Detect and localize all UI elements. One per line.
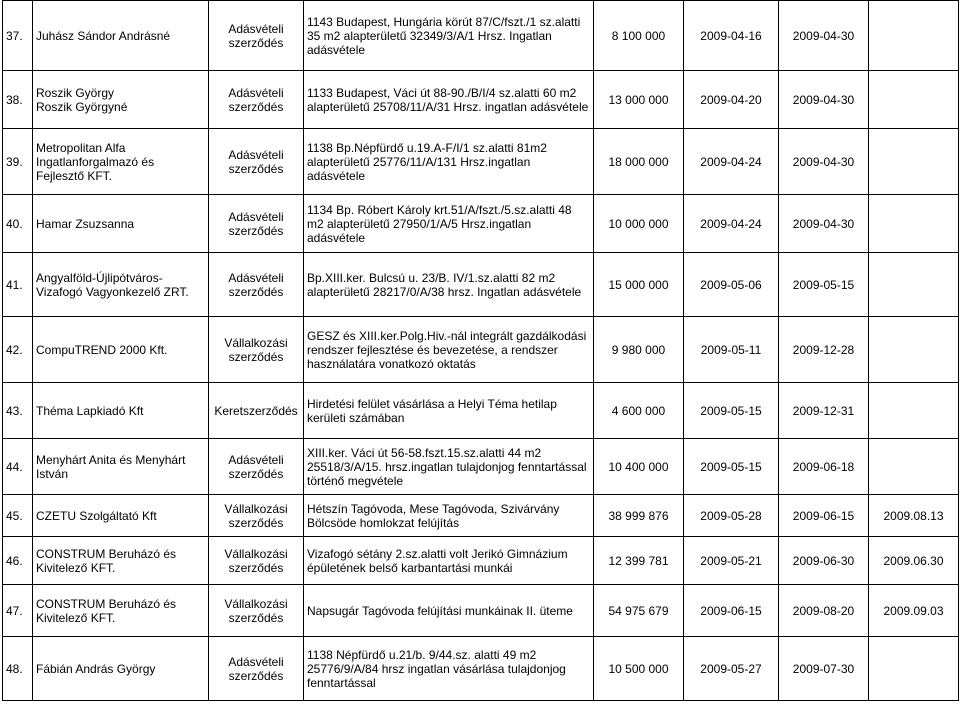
contracts-table-body [3, 1, 959, 701]
contract-type: Adásvételi szerződés [209, 637, 304, 701]
contract-type: Adásvételi szerződés [209, 129, 304, 195]
row-number: 39. [3, 129, 33, 195]
contract-date: 2009-05-15 [684, 383, 779, 439]
contract-amount: 54 975 679 [594, 585, 684, 637]
table-row [3, 129, 959, 195]
completion-date [869, 439, 959, 495]
contract-amount: 9 980 000 [594, 317, 684, 383]
completion-date [869, 383, 959, 439]
contract-end-date: 2009-06-30 [779, 537, 869, 585]
contract-amount: 10 500 000 [594, 637, 684, 701]
table-row [3, 585, 959, 637]
contracts-table [2, 0, 959, 701]
contract-end-date: 2009-12-28 [779, 317, 869, 383]
table-row [3, 439, 959, 495]
contract-amount: 38 999 876 [594, 495, 684, 537]
contract-type: Adásvételi szerződés [209, 71, 304, 129]
party-name: Angyalföld-Újlipótváros-Vizafogó Vagyonkezelő ZRT. [33, 253, 209, 317]
table-row [3, 253, 959, 317]
contract-end-date: 2009-04-30 [779, 71, 869, 129]
contract-subject: 1133 Budapest, Váci út 88-90./B/I/4 sz.alatti 60 m2 alapterületű 25708/11/A/31 Hrsz. ingatlan adásvétele [304, 71, 594, 129]
row-number: 42. [3, 317, 33, 383]
party-name: Roszik György Roszik Györgyné [33, 71, 209, 129]
contract-subject: Napsugár Tagóvoda felújítási munkáinak II. üteme [304, 585, 594, 637]
table-row [3, 71, 959, 129]
completion-date [869, 71, 959, 129]
completion-date: 2009.08.13 [869, 495, 959, 537]
contract-subject: Vizafogó sétány 2.sz.alatti volt Jerikó Gimnázium épületének belső karbantartási munkái [304, 537, 594, 585]
row-number: 38. [3, 71, 33, 129]
contract-end-date: 2009-08-20 [779, 585, 869, 637]
table-row [3, 195, 959, 253]
table-row [3, 1, 959, 71]
party-name: CZETU Szolgáltató Kft [33, 495, 209, 537]
contract-amount: 4 600 000 [594, 383, 684, 439]
row-number: 40. [3, 195, 33, 253]
contract-subject: XIII.ker. Váci út 56-58.fszt.15.sz.alatti 44 m2 25518/3/A/15. hrsz.ingatlan tulajdonjog fenntartással történő megvétele [304, 439, 594, 495]
row-number: 45. [3, 495, 33, 537]
contract-end-date: 2009-07-30 [779, 637, 869, 701]
contract-subject: Hirdetési felület vásárlása a Helyi Téma hetilap kerületi számában [304, 383, 594, 439]
contract-amount: 8 100 000 [594, 1, 684, 71]
row-number: 47. [3, 585, 33, 637]
contract-type: Vállalkozási szerződés [209, 585, 304, 637]
party-name: Théma Lapkiadó Kft [33, 383, 209, 439]
contract-date: 2009-05-06 [684, 253, 779, 317]
party-name: Hamar Zsuzsanna [33, 195, 209, 253]
contract-type: Vállalkozási szerződés [209, 495, 304, 537]
contract-end-date: 2009-04-30 [779, 1, 869, 71]
table-row [3, 317, 959, 383]
completion-date [869, 317, 959, 383]
contract-date: 2009-05-27 [684, 637, 779, 701]
contract-type: Adásvételi szerződés [209, 1, 304, 71]
contract-end-date: 2009-04-30 [779, 129, 869, 195]
contract-date: 2009-04-20 [684, 71, 779, 129]
contract-date: 2009-05-15 [684, 439, 779, 495]
party-name: Metropolitan Alfa Ingatlanforgalmazó és Fejlesztő KFT. [33, 129, 209, 195]
contract-amount: 10 000 000 [594, 195, 684, 253]
table-row [3, 383, 959, 439]
contract-subject: 1134 Bp. Róbert Károly krt.51/A/fszt./5.sz.alatti 48 m2 alapterületű 27950/1/A/5 Hrsz.ingatlan adásvétele [304, 195, 594, 253]
contract-type: Keretszerződés [209, 383, 304, 439]
contract-amount: 13 000 000 [594, 71, 684, 129]
completion-date [869, 1, 959, 71]
party-name: CONSTRUM Beruházó és Kivitelező KFT. [33, 585, 209, 637]
contract-subject: Hétszín Tagóvoda, Mese Tagóvoda, Szivárvány Bölcsöde homlokzat felújítás [304, 495, 594, 537]
contract-date: 2009-05-21 [684, 537, 779, 585]
contract-end-date: 2009-06-15 [779, 495, 869, 537]
party-name: CONSTRUM Beruházó és Kivitelező KFT. [33, 537, 209, 585]
contract-end-date: 2009-04-30 [779, 195, 869, 253]
row-number: 48. [3, 637, 33, 701]
completion-date: 2009.09.03 [869, 585, 959, 637]
contract-type: Vállalkozási szerződés [209, 537, 304, 585]
completion-date: 2009.06.30 [869, 537, 959, 585]
table-row [3, 537, 959, 585]
contract-amount: 10 400 000 [594, 439, 684, 495]
contract-date: 2009-06-15 [684, 585, 779, 637]
contract-date: 2009-04-24 [684, 129, 779, 195]
row-number: 43. [3, 383, 33, 439]
party-name: Juhász Sándor Andrásné [33, 1, 209, 71]
contract-amount: 18 000 000 [594, 129, 684, 195]
table-row [3, 495, 959, 537]
row-number: 44. [3, 439, 33, 495]
contract-subject: Bp.XIII.ker. Bulcsú u. 23/B. IV/1.sz.alatti 82 m2 alapterületű 28217/0/A/38 hrsz. Ingatlan adásvétele [304, 253, 594, 317]
contract-subject: 1143 Budapest, Hungária körút 87/C/fszt./1 sz.alatti 35 m2 alapterületű 32349/3/A/1 Hrsz. Ingatlan adásvétele [304, 1, 594, 71]
party-name: Menyhárt Anita és Menyhárt István [33, 439, 209, 495]
contract-amount: 12 399 781 [594, 537, 684, 585]
contract-subject: GESZ és XIII.ker.Polg.Hiv.-nál integrált gazdálkodási rendszer fejlesztése és bevezetése, a rendszer használatára vonatkozó oktatás [304, 317, 594, 383]
completion-date [869, 637, 959, 701]
contract-type: Adásvételi szerződés [209, 195, 304, 253]
row-number: 37. [3, 1, 33, 71]
party-name: Fábián András György [33, 637, 209, 701]
contract-subject: 1138 Népfürdő u.21/b. 9/44.sz. alatti 49 m2 25776/9/A/84 hrsz ingatlan vásárlása tulajdonjog fenntartással [304, 637, 594, 701]
completion-date [869, 253, 959, 317]
row-number: 41. [3, 253, 33, 317]
contract-subject: 1138 Bp.Népfürdő u.19.A-F/I/1 sz.alatti 81m2 alapterületű 25776/11/A/131 Hrsz.ingatlan adásvétele [304, 129, 594, 195]
contract-amount: 15 000 000 [594, 253, 684, 317]
contract-type: Adásvételi szerződés [209, 439, 304, 495]
contract-date: 2009-04-16 [684, 1, 779, 71]
contract-date: 2009-04-24 [684, 195, 779, 253]
contract-end-date: 2009-06-18 [779, 439, 869, 495]
contract-end-date: 2009-12-31 [779, 383, 869, 439]
completion-date [869, 129, 959, 195]
contract-type: Vállalkozási szerződés [209, 317, 304, 383]
contract-date: 2009-05-28 [684, 495, 779, 537]
party-name: CompuTREND 2000 Kft. [33, 317, 209, 383]
contract-date: 2009-05-11 [684, 317, 779, 383]
table-row [3, 637, 959, 701]
row-number: 46. [3, 537, 33, 585]
contract-type: Adásvételi szerződés [209, 253, 304, 317]
completion-date [869, 195, 959, 253]
contract-end-date: 2009-05-15 [779, 253, 869, 317]
